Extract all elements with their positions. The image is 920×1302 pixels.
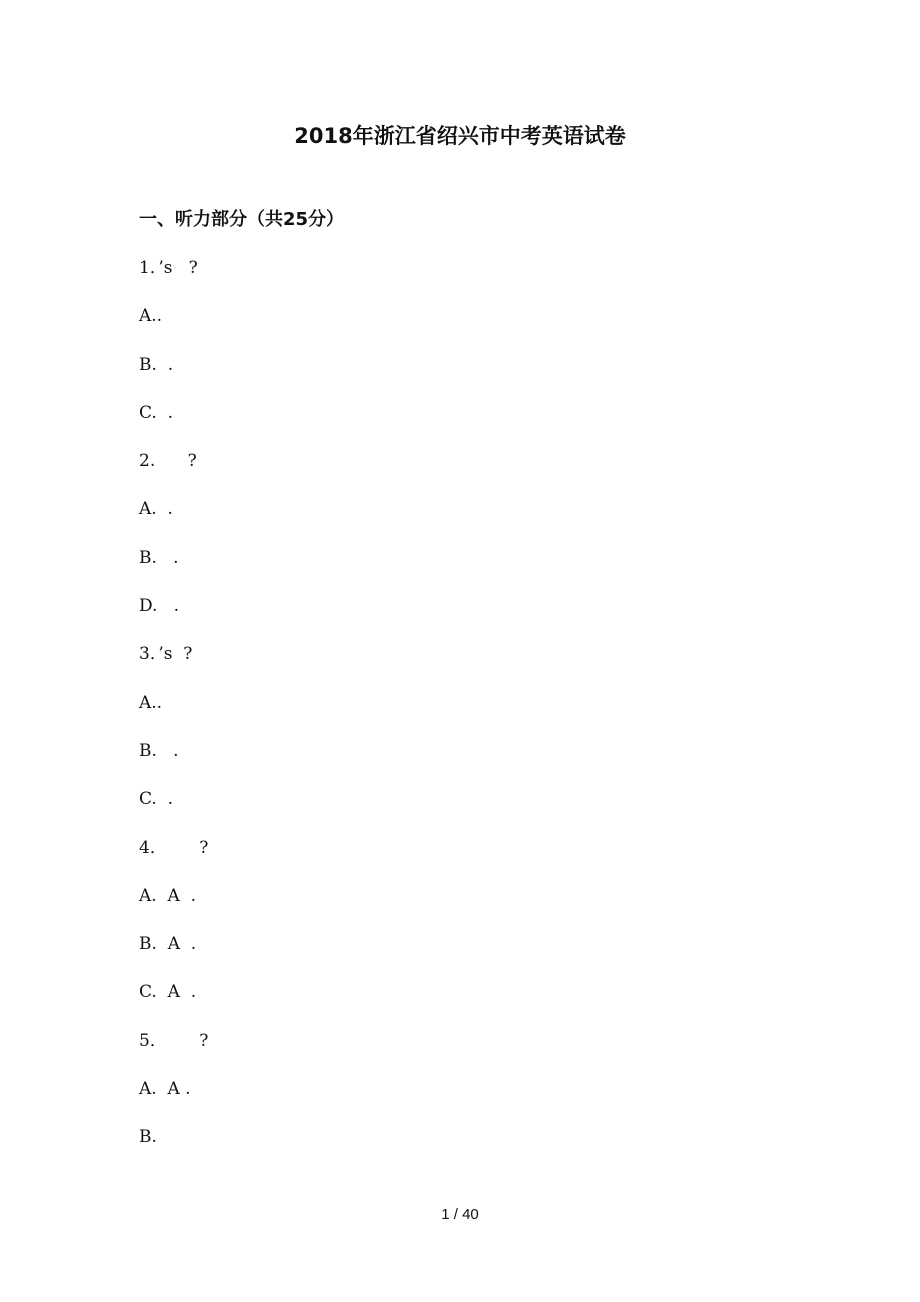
option-line: D. .	[139, 596, 180, 617]
option-line: C. A .	[139, 982, 197, 1003]
question-line: 2. ?	[139, 451, 197, 472]
option-line: A..	[139, 306, 163, 327]
page-number: 1 / 40	[441, 1206, 479, 1223]
option-line: A. .	[139, 499, 173, 520]
option-line: A. A .	[139, 1079, 191, 1100]
question-line: 3．’s ?	[139, 644, 193, 665]
option-line: A. A .	[139, 885, 196, 906]
question-line: 1．’s ?	[139, 258, 198, 278]
option-line: B. .	[139, 740, 179, 761]
page-title: 2018年浙江省绍兴市中考英语试卷	[294, 124, 626, 148]
question-line: 5． ?	[139, 1030, 209, 1051]
question-line: 4． ?	[139, 837, 209, 858]
option-line: B.	[139, 1127, 157, 1148]
option-line: C. .	[139, 402, 174, 423]
question-list	[139, 251, 799, 1169]
option-line: C. .	[139, 789, 174, 810]
option-line: B. A .	[139, 934, 197, 955]
section-heading: 一、听力部分（共25分）	[139, 209, 345, 230]
option-line: B. .	[139, 547, 179, 568]
option-line: A..	[139, 692, 163, 713]
option-line: B. .	[139, 354, 174, 375]
